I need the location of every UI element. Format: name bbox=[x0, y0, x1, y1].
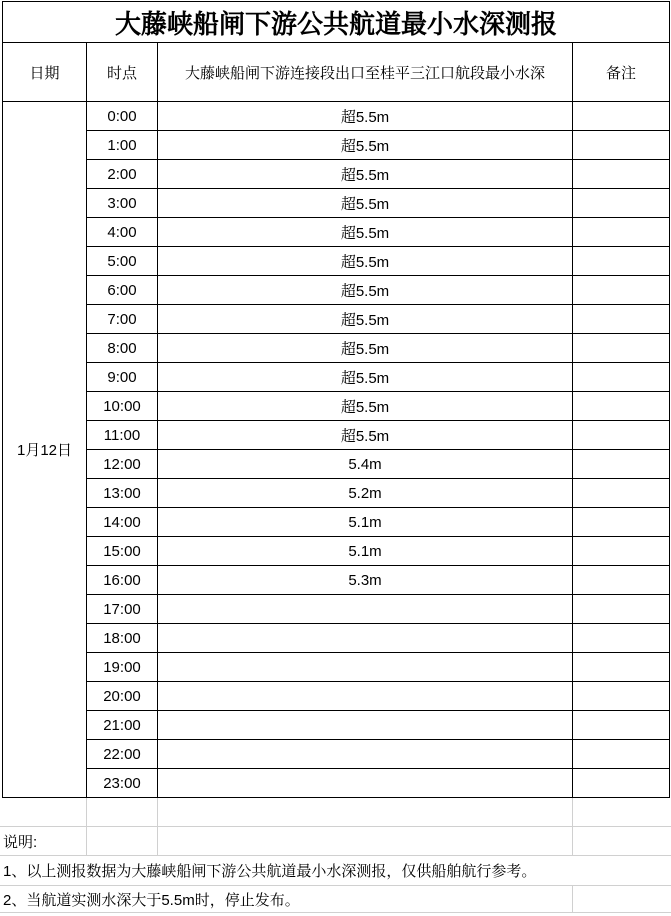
table-row bbox=[3, 334, 670, 363]
table-row bbox=[3, 508, 670, 537]
table-row bbox=[3, 305, 670, 334]
time-cell: 3:00 bbox=[87, 189, 158, 218]
time-cell: 21:00 bbox=[87, 711, 158, 740]
notes-label-row bbox=[0, 827, 671, 856]
blank-cell bbox=[86, 827, 157, 856]
time-cell: 7:00 bbox=[87, 305, 158, 334]
depth-cell bbox=[158, 740, 573, 769]
table-row bbox=[3, 421, 670, 450]
title-row bbox=[3, 2, 670, 43]
time-cell: 1:00 bbox=[87, 131, 158, 160]
depth-cell: 超5.5m bbox=[158, 131, 573, 160]
time-cell: 19:00 bbox=[87, 653, 158, 682]
time-cell: 23:00 bbox=[87, 769, 158, 798]
blank-cell bbox=[0, 798, 86, 827]
table-row bbox=[3, 479, 670, 508]
col-header-time: 时点 bbox=[87, 43, 158, 102]
col-header-remark: 备注 bbox=[573, 43, 670, 102]
remark-cell bbox=[573, 769, 670, 798]
remark-cell bbox=[573, 537, 670, 566]
remark-cell bbox=[573, 566, 670, 595]
depth-cell: 5.1m bbox=[158, 508, 573, 537]
blank-cell bbox=[572, 886, 671, 913]
notes-label: 说明: bbox=[0, 827, 86, 856]
remark-cell bbox=[573, 131, 670, 160]
depth-cell: 超5.5m bbox=[158, 305, 573, 334]
depth-cell: 超5.5m bbox=[158, 189, 573, 218]
time-cell: 11:00 bbox=[87, 421, 158, 450]
time-cell: 2:00 bbox=[87, 160, 158, 189]
remark-cell bbox=[573, 479, 670, 508]
time-cell: 13:00 bbox=[87, 479, 158, 508]
remark-cell bbox=[573, 276, 670, 305]
table-row bbox=[3, 276, 670, 305]
remark-cell bbox=[573, 305, 670, 334]
notes-grid bbox=[0, 798, 671, 913]
note-row-2 bbox=[0, 886, 671, 913]
depth-cell: 超5.5m bbox=[158, 247, 573, 276]
remark-cell bbox=[573, 711, 670, 740]
remark-cell bbox=[573, 160, 670, 189]
depth-cell: 5.1m bbox=[158, 537, 573, 566]
table-row bbox=[3, 102, 670, 131]
table-row bbox=[3, 537, 670, 566]
remark-cell bbox=[573, 740, 670, 769]
remark-cell bbox=[573, 334, 670, 363]
note-row-1 bbox=[0, 856, 671, 886]
time-cell: 0:00 bbox=[87, 102, 158, 131]
depth-cell bbox=[158, 624, 573, 653]
table-row bbox=[3, 682, 670, 711]
blank-cell bbox=[86, 798, 157, 827]
time-cell: 10:00 bbox=[87, 392, 158, 421]
date-cell: 1月12日 bbox=[3, 102, 87, 798]
blank-cell bbox=[157, 798, 572, 827]
time-cell: 6:00 bbox=[87, 276, 158, 305]
remark-cell bbox=[573, 247, 670, 276]
table-row bbox=[3, 711, 670, 740]
remark-cell bbox=[573, 682, 670, 711]
table-row bbox=[3, 160, 670, 189]
header-row bbox=[3, 43, 670, 102]
time-cell: 8:00 bbox=[87, 334, 158, 363]
time-cell: 4:00 bbox=[87, 218, 158, 247]
depth-cell: 超5.5m bbox=[158, 102, 573, 131]
table-row bbox=[3, 653, 670, 682]
remark-cell bbox=[573, 392, 670, 421]
remark-cell bbox=[573, 421, 670, 450]
remark-cell bbox=[573, 508, 670, 537]
table-row bbox=[3, 247, 670, 276]
depth-cell: 超5.5m bbox=[158, 334, 573, 363]
remark-cell bbox=[573, 218, 670, 247]
depth-cell: 超5.5m bbox=[158, 218, 573, 247]
depth-cell: 超5.5m bbox=[158, 392, 573, 421]
depth-cell: 超5.5m bbox=[158, 363, 573, 392]
depth-report-table bbox=[2, 1, 670, 798]
remark-cell bbox=[573, 363, 670, 392]
table-row bbox=[3, 566, 670, 595]
col-header-depth: 大藤峡船闸下游连接段出口至桂平三江口航段最小水深 bbox=[158, 43, 573, 102]
table-row bbox=[3, 450, 670, 479]
time-cell: 9:00 bbox=[87, 363, 158, 392]
blank-cell bbox=[572, 827, 671, 856]
blank-cell bbox=[157, 827, 572, 856]
blank-row bbox=[0, 798, 671, 827]
time-cell: 5:00 bbox=[87, 247, 158, 276]
remark-cell bbox=[573, 450, 670, 479]
time-cell: 20:00 bbox=[87, 682, 158, 711]
depth-cell bbox=[158, 595, 573, 624]
table-row bbox=[3, 363, 670, 392]
time-cell: 15:00 bbox=[87, 537, 158, 566]
table-row bbox=[3, 131, 670, 160]
table-row bbox=[3, 189, 670, 218]
time-cell: 12:00 bbox=[87, 450, 158, 479]
report-title: 大藤峡船闸下游公共航道最小水深测报 bbox=[3, 2, 670, 43]
depth-cell: 超5.5m bbox=[158, 276, 573, 305]
depth-cell bbox=[158, 653, 573, 682]
table-row bbox=[3, 624, 670, 653]
time-cell: 16:00 bbox=[87, 566, 158, 595]
depth-cell: 超5.5m bbox=[158, 421, 573, 450]
remark-cell bbox=[573, 653, 670, 682]
remark-cell bbox=[573, 189, 670, 218]
table-row bbox=[3, 769, 670, 798]
col-header-date: 日期 bbox=[3, 43, 87, 102]
blank-cell bbox=[572, 798, 671, 827]
note-2: 2、当航道实测水深大于5.5m时，停止发布。 bbox=[0, 886, 572, 913]
depth-cell bbox=[158, 711, 573, 740]
depth-cell bbox=[158, 682, 573, 711]
depth-cell: 超5.5m bbox=[158, 160, 573, 189]
remark-cell bbox=[573, 595, 670, 624]
time-cell: 17:00 bbox=[87, 595, 158, 624]
table-row bbox=[3, 392, 670, 421]
table-row bbox=[3, 595, 670, 624]
depth-cell bbox=[158, 769, 573, 798]
time-cell: 22:00 bbox=[87, 740, 158, 769]
table-row bbox=[3, 218, 670, 247]
time-cell: 18:00 bbox=[87, 624, 158, 653]
note-1: 1、以上测报数据为大藤峡船闸下游公共航道最小水深测报，仅供船舶航行参考。 bbox=[0, 856, 671, 886]
depth-cell: 5.4m bbox=[158, 450, 573, 479]
depth-cell: 5.2m bbox=[158, 479, 573, 508]
table-row bbox=[3, 740, 670, 769]
depth-cell: 5.3m bbox=[158, 566, 573, 595]
remark-cell bbox=[573, 102, 670, 131]
time-cell: 14:00 bbox=[87, 508, 158, 537]
remark-cell bbox=[573, 624, 670, 653]
